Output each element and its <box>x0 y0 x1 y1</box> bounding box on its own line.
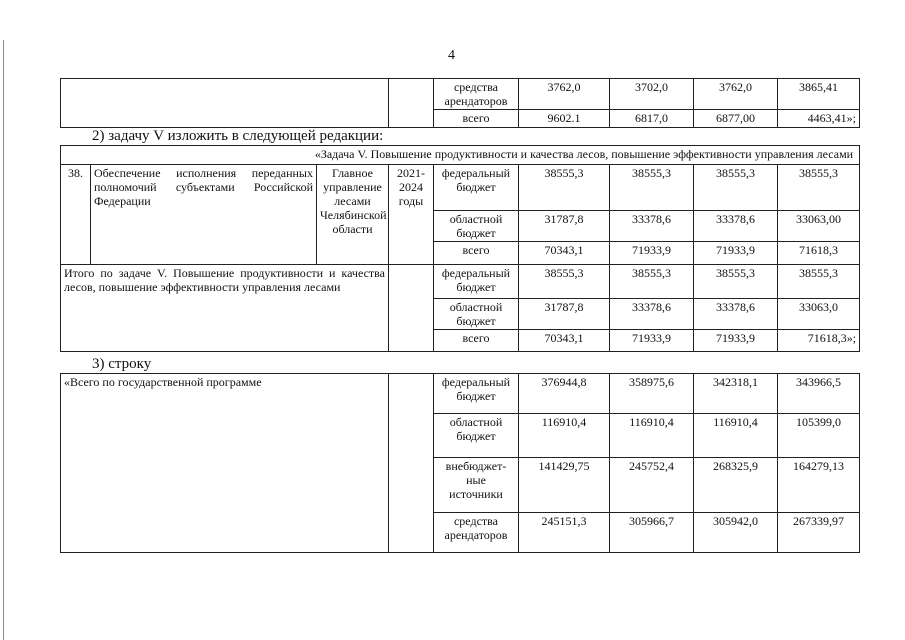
source-cell: средства арендаторов <box>434 79 519 110</box>
measure-cell: Обеспечение исполнения переданных полномочий субъектами Российской Федерации <box>91 165 317 265</box>
blank-cell <box>389 265 434 352</box>
section-heading-2: 2) задачу V изложить в следующей редакции: <box>92 128 384 144</box>
section-heading-3: 3) строку <box>92 356 152 372</box>
table-row <box>61 146 860 165</box>
source-cell: областной бюджет <box>434 299 519 330</box>
value-cell: 33378,6 <box>610 211 694 242</box>
value-cell: 116910,4 <box>610 414 694 458</box>
value-cell: 38555,3 <box>519 265 610 299</box>
blank-cell <box>389 374 434 553</box>
task-title: «Задача V. Повышение продуктивности и качества лесов, повышение эффективности управления лесами <box>61 146 860 165</box>
value-cell: 6817,0 <box>610 110 694 128</box>
page-number: 4 <box>448 48 455 63</box>
executor-cell: Главное управление лесами Челябинской области <box>317 165 389 265</box>
source-cell: федеральный бюджет <box>434 265 519 299</box>
source-cell: средства арендаторов <box>434 513 519 553</box>
source-cell: всего <box>434 330 519 352</box>
value-cell: 3702,0 <box>610 79 694 110</box>
period-cell: 2021-2024 годы <box>389 165 434 265</box>
total-label: Итого по задаче V. Повышение продуктивности и качества лесов, повышение эффективности управления лесами <box>61 265 389 352</box>
source-cell: федеральный бюджет <box>434 165 519 211</box>
value-cell: 70343,1 <box>519 330 610 352</box>
table-row <box>61 79 860 110</box>
value-cell: 38555,3 <box>610 265 694 299</box>
value-cell: 71933,9 <box>694 242 778 265</box>
value-cell: 342318,1 <box>694 374 778 414</box>
value-cell: 141429,75 <box>519 458 610 513</box>
table-task-v <box>60 145 860 352</box>
value-cell: 71618,3»; <box>778 330 860 352</box>
value-cell: 38555,3 <box>694 265 778 299</box>
page-edge-line <box>3 40 4 640</box>
source-cell: всего <box>434 110 519 128</box>
value-cell: 245151,3 <box>519 513 610 553</box>
table-row <box>61 265 860 299</box>
value-cell: 9602.1 <box>519 110 610 128</box>
value-cell: 164279,13 <box>778 458 860 513</box>
value-cell: 33378,6 <box>610 299 694 330</box>
table-continuation <box>60 78 860 128</box>
value-cell: 3762,0 <box>519 79 610 110</box>
value-cell: 38555,3 <box>610 165 694 211</box>
source-cell: областной бюджет <box>434 414 519 458</box>
value-cell: 38555,3 <box>519 165 610 211</box>
value-cell: 70343,1 <box>519 242 610 265</box>
value-cell: 33378,6 <box>694 299 778 330</box>
value-cell: 71933,9 <box>694 330 778 352</box>
value-cell: 71933,9 <box>610 242 694 265</box>
value-cell: 268325,9 <box>694 458 778 513</box>
value-cell: 4463,41»; <box>778 110 860 128</box>
value-cell: 71933,9 <box>610 330 694 352</box>
table-program-total <box>60 373 860 553</box>
value-cell: 33378,6 <box>694 211 778 242</box>
value-cell: 38555,3 <box>778 265 860 299</box>
value-cell: 3865,41 <box>778 79 860 110</box>
value-cell: 31787,8 <box>519 211 610 242</box>
value-cell: 267339,97 <box>778 513 860 553</box>
table-row <box>61 165 860 211</box>
source-cell: федеральный бюджет <box>434 374 519 414</box>
blank-cell <box>61 79 389 128</box>
value-cell: 38555,3 <box>694 165 778 211</box>
value-cell: 116910,4 <box>519 414 610 458</box>
source-cell: всего <box>434 242 519 265</box>
source-cell: областной бюджет <box>434 211 519 242</box>
value-cell: 105399,0 <box>778 414 860 458</box>
value-cell: 6877,00 <box>694 110 778 128</box>
blank-cell <box>389 79 434 128</box>
row-number: 38. <box>61 165 91 265</box>
value-cell: 305942,0 <box>694 513 778 553</box>
value-cell: 38555,3 <box>778 165 860 211</box>
value-cell: 245752,4 <box>610 458 694 513</box>
value-cell: 376944,8 <box>519 374 610 414</box>
table-row <box>61 374 860 414</box>
value-cell: 358975,6 <box>610 374 694 414</box>
value-cell: 3762,0 <box>694 79 778 110</box>
value-cell: 343966,5 <box>778 374 860 414</box>
value-cell: 305966,7 <box>610 513 694 553</box>
source-cell: внебюджет-ные источники <box>434 458 519 513</box>
value-cell: 33063,00 <box>778 211 860 242</box>
program-label: «Всего по государственной программе <box>61 374 389 553</box>
value-cell: 116910,4 <box>694 414 778 458</box>
value-cell: 31787,8 <box>519 299 610 330</box>
value-cell: 33063,0 <box>778 299 860 330</box>
value-cell: 71618,3 <box>778 242 860 265</box>
